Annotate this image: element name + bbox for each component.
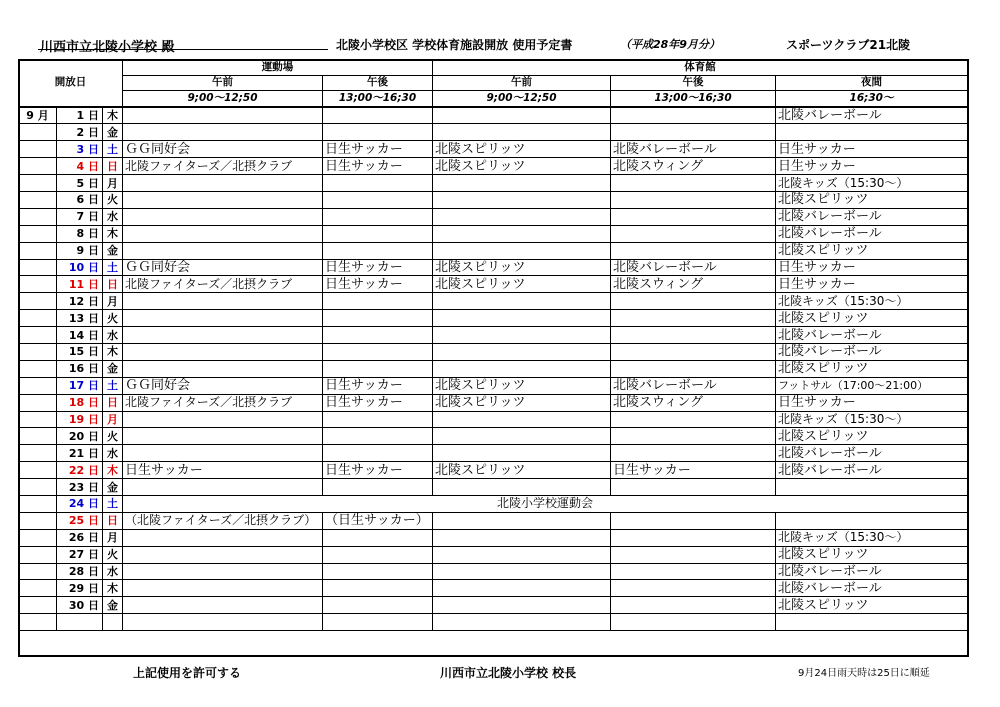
gym-afternoon-cell xyxy=(611,310,776,327)
month-cell xyxy=(19,428,57,445)
month-cell xyxy=(19,512,57,529)
table-row xyxy=(19,141,968,158)
gym-afternoon-header: 午後 xyxy=(611,75,776,91)
table-row xyxy=(19,479,968,496)
gym-morning-cell xyxy=(433,343,611,360)
ground-morning-cell xyxy=(123,360,323,377)
document-title: 北陵小学校区 学校体育施設開放 使用予定書 xyxy=(336,38,573,52)
gym-afternoon-cell xyxy=(611,479,776,496)
gym-night-time: 16;30～ xyxy=(776,91,968,107)
ground-morning-cell: ＧＧ同好会 xyxy=(123,259,323,276)
day-cell: 22 日 xyxy=(57,462,103,479)
day-cell: 4 日 xyxy=(57,158,103,175)
ground-afternoon-cell xyxy=(323,428,433,445)
ground-afternoon-cell xyxy=(323,310,433,327)
gym-afternoon-cell xyxy=(611,563,776,580)
gym-night-cell: 日生サッカー xyxy=(776,259,968,276)
table-row xyxy=(19,175,968,192)
gym-night-cell xyxy=(776,512,968,529)
ground-afternoon-cell xyxy=(323,343,433,360)
gym-night-header: 夜間 xyxy=(776,75,968,91)
table-row xyxy=(19,310,968,327)
gym-morning-cell xyxy=(433,107,611,124)
ground-morning-cell xyxy=(123,479,323,496)
ground-afternoon-cell: 日生サッカー xyxy=(323,141,433,158)
ground-morning-time: 9;00～12;50 xyxy=(123,91,323,107)
day-cell: 25 日 xyxy=(57,512,103,529)
ground-afternoon-cell xyxy=(323,580,433,597)
weekday-cell: 火 xyxy=(103,428,123,445)
gym-morning-time: 9;00～12;50 xyxy=(433,91,611,107)
ground-morning-cell xyxy=(123,310,323,327)
ground-morning-header: 午前 xyxy=(123,75,323,91)
table-row xyxy=(19,225,968,242)
rain-note: 9月24日雨天時は25日に順延 xyxy=(798,668,930,679)
gym-night-cell: 日生サッカー xyxy=(776,141,968,158)
gym-morning-cell xyxy=(433,242,611,259)
month-cell xyxy=(19,445,57,462)
ground-afternoon-cell xyxy=(323,563,433,580)
ground-afternoon-cell: 日生サッカー xyxy=(323,276,433,293)
day-cell: 29 日 xyxy=(57,580,103,597)
gym-night-cell xyxy=(776,614,968,631)
gym-night-cell: 北陵キッズ（15:30～） xyxy=(776,293,968,310)
ground-morning-cell xyxy=(123,563,323,580)
weekday-cell xyxy=(103,614,123,631)
month-cell: 9 月 xyxy=(19,107,57,124)
ground-header: 運動場 xyxy=(123,60,433,76)
weekday-cell: 木 xyxy=(103,343,123,360)
ground-afternoon-cell xyxy=(323,242,433,259)
gym-morning-cell xyxy=(433,293,611,310)
table-row xyxy=(19,343,968,360)
day-cell: 12 日 xyxy=(57,293,103,310)
ground-morning-cell xyxy=(123,175,323,192)
month-cell xyxy=(19,597,57,614)
month-cell xyxy=(19,563,57,580)
gym-afternoon-cell xyxy=(611,191,776,208)
month-cell xyxy=(19,580,57,597)
table-row xyxy=(19,546,968,563)
gym-night-cell: 北陵スピリッツ xyxy=(776,360,968,377)
ground-afternoon-cell xyxy=(323,327,433,344)
gym-morning-cell xyxy=(433,208,611,225)
gym-afternoon-cell xyxy=(611,411,776,428)
ground-afternoon-cell: 日生サッカー xyxy=(323,377,433,394)
weekday-cell: 木 xyxy=(103,580,123,597)
club-name: スポーツクラブ21北陵 xyxy=(786,38,911,52)
gym-afternoon-cell xyxy=(611,208,776,225)
gym-afternoon-cell: 北陵スウィング xyxy=(611,394,776,411)
month-cell xyxy=(19,208,57,225)
ground-morning-cell xyxy=(123,107,323,124)
gym-night-cell: 北陵バレーボール xyxy=(776,225,968,242)
month-cell xyxy=(19,614,57,631)
day-cell: 21 日 xyxy=(57,445,103,462)
day-cell: 6 日 xyxy=(57,191,103,208)
ground-afternoon-cell xyxy=(323,225,433,242)
weekday-cell: 土 xyxy=(103,377,123,394)
gym-afternoon-cell: 北陵スウィング xyxy=(611,158,776,175)
day-cell: 16 日 xyxy=(57,360,103,377)
ground-morning-cell xyxy=(123,546,323,563)
ground-afternoon-cell xyxy=(323,546,433,563)
gym-afternoon-cell xyxy=(611,580,776,597)
ground-morning-cell: 日生サッカー xyxy=(123,462,323,479)
ground-afternoon-cell: 日生サッカー xyxy=(323,259,433,276)
month-cell xyxy=(19,394,57,411)
weekday-cell: 水 xyxy=(103,208,123,225)
day-cell xyxy=(57,614,103,631)
weekday-cell: 土 xyxy=(103,495,123,512)
ground-morning-cell: 北陵ファイターズ／北摂クラブ xyxy=(123,394,323,411)
gym-morning-cell xyxy=(433,580,611,597)
ground-afternoon-cell xyxy=(323,293,433,310)
weekday-cell: 木 xyxy=(103,107,123,124)
ground-afternoon-time: 13;00～16;30 xyxy=(323,91,433,107)
day-cell: 19 日 xyxy=(57,411,103,428)
weekday-cell: 金 xyxy=(103,360,123,377)
weekday-cell: 金 xyxy=(103,124,123,141)
ground-afternoon-header: 午後 xyxy=(323,75,433,91)
month-cell xyxy=(19,141,57,158)
weekday-cell: 木 xyxy=(103,225,123,242)
month-cell xyxy=(19,462,57,479)
gym-night-cell: 北陵スピリッツ xyxy=(776,310,968,327)
gym-night-cell: フットサル（17:00～21:00） xyxy=(776,377,968,394)
ground-afternoon-cell xyxy=(323,597,433,614)
weekday-cell: 月 xyxy=(103,529,123,546)
month-cell xyxy=(19,158,57,175)
table-row xyxy=(19,614,968,631)
weekday-cell: 火 xyxy=(103,191,123,208)
table-row xyxy=(19,495,968,512)
month-cell xyxy=(19,276,57,293)
gym-morning-cell xyxy=(433,479,611,496)
gym-morning-cell xyxy=(433,597,611,614)
gym-morning-cell xyxy=(433,512,611,529)
month-cell xyxy=(19,310,57,327)
gym-night-cell xyxy=(776,479,968,496)
month-cell xyxy=(19,175,57,192)
day-cell: 28 日 xyxy=(57,563,103,580)
addressee: 川西市立北陵小学校 殿 xyxy=(40,40,175,55)
gym-afternoon-cell xyxy=(611,445,776,462)
day-cell: 5 日 xyxy=(57,175,103,192)
weekday-cell: 月 xyxy=(103,411,123,428)
weekday-cell: 金 xyxy=(103,479,123,496)
ground-morning-cell xyxy=(123,191,323,208)
ground-afternoon-cell xyxy=(323,175,433,192)
ground-afternoon-cell: （日生サッカー） xyxy=(323,512,433,529)
table-row xyxy=(19,445,968,462)
table-row xyxy=(19,242,968,259)
ground-morning-cell xyxy=(123,597,323,614)
gym-night-cell: 北陵スピリッツ xyxy=(776,428,968,445)
table-row xyxy=(19,191,968,208)
gym-morning-cell: 北陵スピリッツ xyxy=(433,158,611,175)
gym-afternoon-cell xyxy=(611,529,776,546)
principal-text: 川西市立北陵小学校 校長 xyxy=(440,666,577,680)
month-cell xyxy=(19,377,57,394)
gym-morning-cell xyxy=(433,445,611,462)
table-row xyxy=(19,276,968,293)
day-cell: 7 日 xyxy=(57,208,103,225)
table-row xyxy=(19,529,968,546)
month-cell xyxy=(19,495,57,512)
gym-morning-cell: 北陵スピリッツ xyxy=(433,394,611,411)
weekday-cell: 日 xyxy=(103,158,123,175)
gym-night-cell: 北陵スピリッツ xyxy=(776,191,968,208)
gym-morning-cell xyxy=(433,529,611,546)
gym-night-cell: 北陵バレーボール xyxy=(776,563,968,580)
gym-afternoon-cell xyxy=(611,512,776,529)
gym-night-cell xyxy=(776,124,968,141)
gym-afternoon-cell xyxy=(611,293,776,310)
gym-night-cell: 北陵バレーボール xyxy=(776,327,968,344)
month-cell xyxy=(19,191,57,208)
ground-morning-cell: ＧＧ同好会 xyxy=(123,141,323,158)
gym-afternoon-cell xyxy=(611,225,776,242)
ground-morning-cell xyxy=(123,411,323,428)
weekday-cell: 金 xyxy=(103,242,123,259)
gym-morning-cell xyxy=(433,411,611,428)
gym-morning-cell xyxy=(433,614,611,631)
addressee-underline xyxy=(38,49,328,50)
ground-morning-cell: （北陵ファイターズ／北摂クラブ） xyxy=(123,512,323,529)
table-row xyxy=(19,580,968,597)
gym-night-cell: 日生サッカー xyxy=(776,394,968,411)
ground-morning-cell xyxy=(123,580,323,597)
gym-afternoon-cell xyxy=(611,614,776,631)
gym-morning-cell: 北陵スピリッツ xyxy=(433,141,611,158)
day-cell: 24 日 xyxy=(57,495,103,512)
gym-header: 体育館 xyxy=(433,60,968,76)
gym-night-cell: 北陵キッズ（15:30～） xyxy=(776,529,968,546)
day-cell: 10 日 xyxy=(57,259,103,276)
ground-morning-cell: 北陵ファイターズ／北摂クラブ xyxy=(123,158,323,175)
gym-morning-cell xyxy=(433,124,611,141)
table-row xyxy=(19,208,968,225)
gym-afternoon-cell: 北陵バレーボール xyxy=(611,259,776,276)
month-cell xyxy=(19,360,57,377)
period: （平成28年9月分） xyxy=(620,38,720,51)
ground-afternoon-cell xyxy=(323,614,433,631)
weekday-cell: 水 xyxy=(103,327,123,344)
gym-morning-cell: 北陵スピリッツ xyxy=(433,377,611,394)
gym-night-cell: 北陵バレーボール xyxy=(776,445,968,462)
ground-morning-cell xyxy=(123,124,323,141)
gym-morning-cell xyxy=(433,225,611,242)
weekday-cell: 木 xyxy=(103,462,123,479)
gym-night-cell: 北陵バレーボール xyxy=(776,208,968,225)
table-row xyxy=(19,327,968,344)
day-cell: 14 日 xyxy=(57,327,103,344)
weekday-cell: 日 xyxy=(103,276,123,293)
day-cell: 23 日 xyxy=(57,479,103,496)
gym-afternoon-cell xyxy=(611,107,776,124)
table-row xyxy=(19,124,968,141)
gym-night-cell: 北陵バレーボール xyxy=(776,462,968,479)
ground-morning-cell xyxy=(123,343,323,360)
table-row xyxy=(19,259,968,276)
gym-afternoon-cell: 日生サッカー xyxy=(611,462,776,479)
ground-afternoon-cell xyxy=(323,124,433,141)
gym-afternoon-cell xyxy=(611,343,776,360)
weekday-cell: 水 xyxy=(103,445,123,462)
ground-morning-cell xyxy=(123,208,323,225)
gym-morning-cell xyxy=(433,175,611,192)
table-row xyxy=(19,563,968,580)
ground-afternoon-cell: 日生サッカー xyxy=(323,394,433,411)
gym-afternoon-cell xyxy=(611,242,776,259)
gym-afternoon-cell: 北陵バレーボール xyxy=(611,377,776,394)
weekday-cell: 日 xyxy=(103,394,123,411)
ground-afternoon-cell: 日生サッカー xyxy=(323,158,433,175)
day-cell: 26 日 xyxy=(57,529,103,546)
ground-afternoon-cell: 日生サッカー xyxy=(323,462,433,479)
day-cell: 30 日 xyxy=(57,597,103,614)
weekday-cell: 火 xyxy=(103,310,123,327)
gym-night-cell: 日生サッカー xyxy=(776,276,968,293)
month-cell xyxy=(19,343,57,360)
gym-morning-cell: 北陵スピリッツ xyxy=(433,259,611,276)
gym-morning-cell: 北陵スピリッツ xyxy=(433,276,611,293)
gym-night-cell: 北陵バレーボール xyxy=(776,107,968,124)
weekday-cell: 火 xyxy=(103,546,123,563)
schedule-table xyxy=(18,59,968,631)
ground-morning-cell xyxy=(123,529,323,546)
ground-morning-cell xyxy=(123,614,323,631)
day-cell: 27 日 xyxy=(57,546,103,563)
month-cell xyxy=(19,242,57,259)
gym-morning-cell xyxy=(433,546,611,563)
gym-morning-cell xyxy=(433,360,611,377)
ground-morning-cell xyxy=(123,225,323,242)
gym-night-cell: 北陵スピリッツ xyxy=(776,242,968,259)
gym-afternoon-time: 13;00～16;30 xyxy=(611,91,776,107)
table-row xyxy=(19,360,968,377)
table-row xyxy=(19,293,968,310)
weekday-cell: 土 xyxy=(103,259,123,276)
gym-afternoon-cell xyxy=(611,546,776,563)
day-cell: 13 日 xyxy=(57,310,103,327)
month-cell xyxy=(19,546,57,563)
weekday-cell: 土 xyxy=(103,141,123,158)
ground-morning-cell xyxy=(123,428,323,445)
table-row xyxy=(19,512,968,529)
gym-afternoon-cell xyxy=(611,124,776,141)
day-cell: 9 日 xyxy=(57,242,103,259)
weekday-cell: 日 xyxy=(103,512,123,529)
gym-morning-cell xyxy=(433,327,611,344)
ground-afternoon-cell xyxy=(323,479,433,496)
gym-night-cell: 北陵バレーボール xyxy=(776,343,968,360)
day-cell: 17 日 xyxy=(57,377,103,394)
ground-afternoon-cell xyxy=(323,208,433,225)
ground-afternoon-cell xyxy=(323,445,433,462)
table-row xyxy=(19,107,968,124)
ground-afternoon-cell xyxy=(323,411,433,428)
gym-night-cell: 日生サッカー xyxy=(776,158,968,175)
open-day-header: 開放日 xyxy=(19,60,123,107)
ground-afternoon-cell xyxy=(323,107,433,124)
gym-night-cell: 北陵キッズ（15:30～） xyxy=(776,411,968,428)
table-row xyxy=(19,411,968,428)
gym-afternoon-cell xyxy=(611,597,776,614)
gym-afternoon-cell: 北陵スウィング xyxy=(611,276,776,293)
gym-night-cell: 北陵キッズ（15:30～） xyxy=(776,175,968,192)
ground-morning-cell xyxy=(123,242,323,259)
gym-afternoon-cell xyxy=(611,428,776,445)
ground-morning-cell xyxy=(123,445,323,462)
weekday-cell: 月 xyxy=(103,293,123,310)
gym-night-cell: 北陵スピリッツ xyxy=(776,597,968,614)
ground-morning-cell: ＧＧ同好会 xyxy=(123,377,323,394)
gym-afternoon-cell: 北陵バレーボール xyxy=(611,141,776,158)
table-row xyxy=(19,462,968,479)
day-cell: 18 日 xyxy=(57,394,103,411)
weekday-cell: 月 xyxy=(103,175,123,192)
gym-afternoon-cell xyxy=(611,360,776,377)
gym-morning-cell: 北陵スピリッツ xyxy=(433,462,611,479)
month-cell xyxy=(19,529,57,546)
month-cell xyxy=(19,293,57,310)
ground-morning-cell: 北陵ファイターズ／北摂クラブ xyxy=(123,276,323,293)
table-row xyxy=(19,428,968,445)
gym-morning-cell xyxy=(433,191,611,208)
gym-morning-cell xyxy=(433,310,611,327)
day-cell: 11 日 xyxy=(57,276,103,293)
gym-morning-cell xyxy=(433,563,611,580)
gym-night-cell: 北陵スピリッツ xyxy=(776,546,968,563)
ground-afternoon-cell xyxy=(323,360,433,377)
table-row xyxy=(19,597,968,614)
ground-morning-cell xyxy=(123,327,323,344)
month-cell xyxy=(19,259,57,276)
table-row xyxy=(19,394,968,411)
day-cell: 15 日 xyxy=(57,343,103,360)
day-cell: 20 日 xyxy=(57,428,103,445)
gym-afternoon-cell xyxy=(611,327,776,344)
month-cell xyxy=(19,327,57,344)
ground-morning-cell xyxy=(123,293,323,310)
ground-afternoon-cell xyxy=(323,529,433,546)
day-cell: 2 日 xyxy=(57,124,103,141)
gym-morning-header: 午前 xyxy=(433,75,611,91)
day-cell: 8 日 xyxy=(57,225,103,242)
ground-afternoon-cell xyxy=(323,191,433,208)
gym-afternoon-cell xyxy=(611,175,776,192)
weekday-cell: 水 xyxy=(103,563,123,580)
weekday-cell: 金 xyxy=(103,597,123,614)
day-cell: 3 日 xyxy=(57,141,103,158)
month-cell xyxy=(19,479,57,496)
month-cell xyxy=(19,411,57,428)
gym-night-cell: 北陵バレーボール xyxy=(776,580,968,597)
gym-morning-cell xyxy=(433,428,611,445)
month-cell xyxy=(19,124,57,141)
day-cell: 1 日 xyxy=(57,107,103,124)
table-row xyxy=(19,377,968,394)
table-row xyxy=(19,158,968,175)
approval-text: 上記使用を許可する xyxy=(133,666,242,680)
event-cell: 北陵小学校運動会 xyxy=(123,495,968,512)
month-cell xyxy=(19,225,57,242)
